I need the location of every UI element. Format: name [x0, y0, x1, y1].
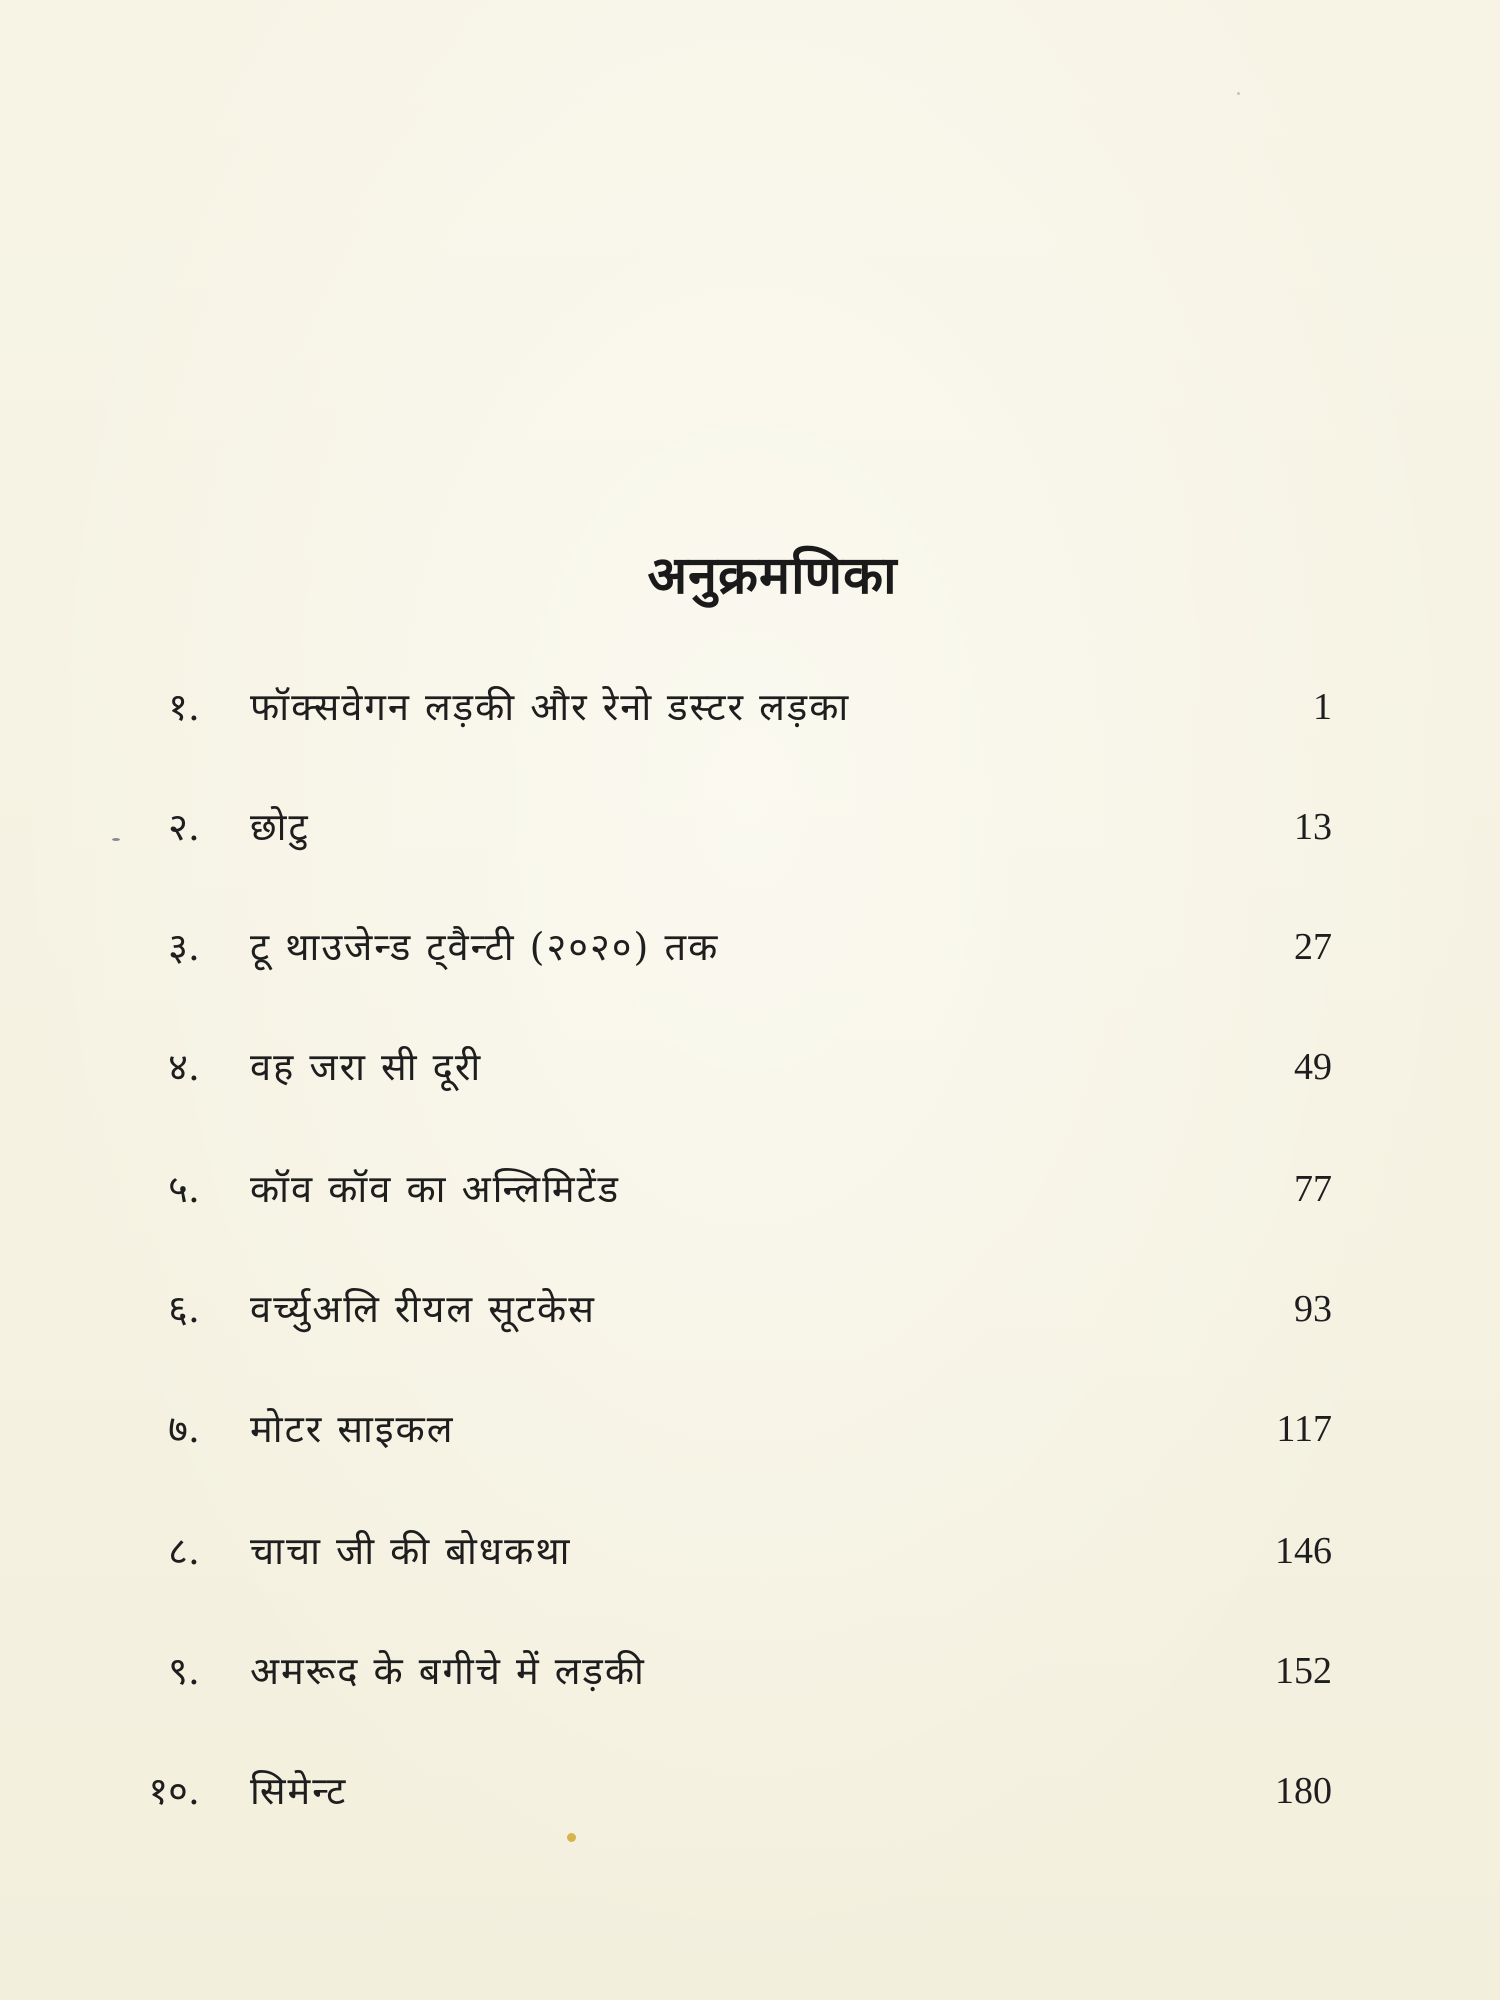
- toc-entry-number: ५.: [168, 1167, 200, 1211]
- toc-entry-number: ३.: [168, 925, 200, 969]
- toc-entry-title: वह जरा सी दूरी: [250, 1045, 483, 1089]
- toc-entry-number: १.: [168, 685, 200, 729]
- page-title: अनुक्रमणिका: [647, 545, 898, 606]
- toc-entry-page: 93: [1294, 1288, 1332, 1330]
- toc-entry-number: ९.: [168, 1649, 200, 1693]
- toc-entry-title: टू थाउजेन्ड ट्वैन्टी (२०२०) तक: [250, 925, 720, 969]
- toc-entry: [0, 1274, 1500, 1344]
- toc-entry-page: 13: [1294, 806, 1332, 848]
- toc-entry: [0, 1516, 1500, 1586]
- toc-entry-page: 77: [1294, 1168, 1332, 1210]
- toc-entry-page: 27: [1294, 926, 1332, 968]
- toc-entry: [0, 912, 1500, 982]
- toc-entry: [0, 672, 1500, 742]
- toc-entry-title: कॉव कॉव का अन्लिमिटेंड: [250, 1167, 621, 1211]
- toc-entry-title: मोटर साइकल: [250, 1407, 455, 1451]
- toc-entry: [0, 792, 1500, 862]
- toc-entry-page: 152: [1275, 1650, 1332, 1692]
- toc-entry-title: अमरूद के बगीचे में लड़की: [250, 1649, 646, 1693]
- paper-speck: [567, 1833, 576, 1842]
- toc-entry-number: ६.: [168, 1287, 200, 1331]
- toc-entry: [0, 1154, 1500, 1224]
- toc-entry: [0, 1636, 1500, 1706]
- toc-entry: [0, 1756, 1500, 1826]
- toc-entry: [0, 1032, 1500, 1102]
- toc-entry-title: छोटु: [250, 805, 310, 849]
- toc-entry-page: 49: [1294, 1046, 1332, 1088]
- toc-entry-number: २.: [168, 805, 200, 849]
- toc-entry-page: 180: [1275, 1770, 1332, 1812]
- toc-entry-page: 1: [1313, 686, 1332, 728]
- toc-entry-number: ८.: [168, 1529, 200, 1573]
- toc-entry-title: चाचा जी की बोधकथा: [250, 1529, 572, 1573]
- toc-entry-number: ७.: [168, 1407, 200, 1451]
- toc-entry: [0, 1394, 1500, 1464]
- toc-entry-title: वर्च्युअलि रीयल सूटकेस: [250, 1287, 596, 1331]
- paper-speck: [1237, 92, 1240, 95]
- toc-entry-page: 117: [1276, 1408, 1332, 1450]
- toc-entry-title: सिमेन्ट: [250, 1769, 348, 1813]
- toc-entry-page: 146: [1275, 1530, 1332, 1572]
- toc-entry-title: फॉक्सवेगन लड़की और रेनो डस्टर लड़का: [250, 685, 851, 729]
- toc-entry-number: ४.: [168, 1045, 200, 1089]
- paper-speck: [112, 838, 120, 841]
- toc-entry-number: १०.: [148, 1769, 200, 1813]
